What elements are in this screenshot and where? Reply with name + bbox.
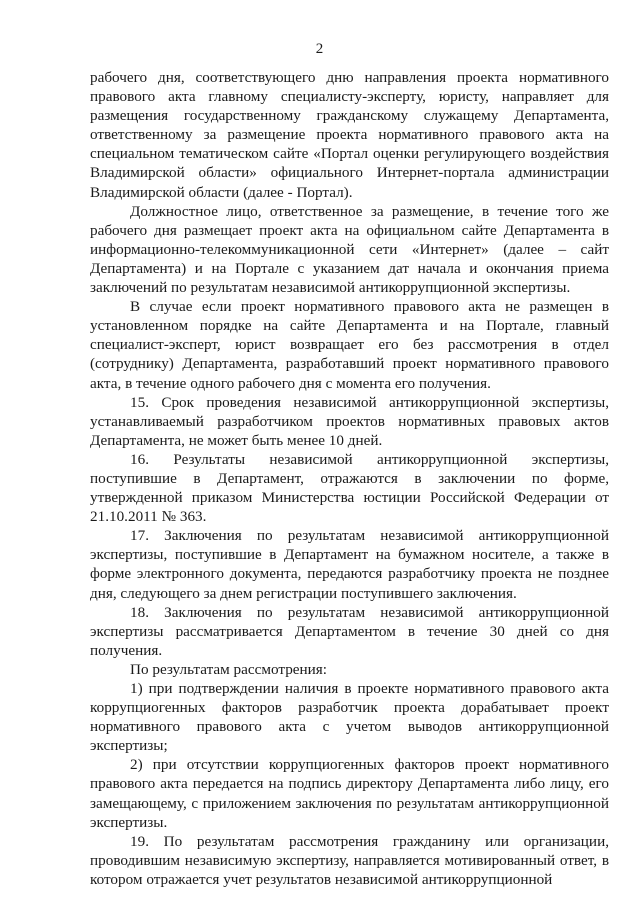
paragraph-item-16: 16. Результаты независимой антикоррупционной экспертизы, поступившие в Департамент, отражаются в заключении по форме, утвержденной приказом Министерства юстиции Российской Федерации от 21.10.2011 № 363.: [90, 450, 609, 526]
paragraph-review-results: По результатам рассмотрения:: [130, 660, 327, 678]
paragraph-subitem-2: 2) при отсутствии коррупциогенных факторов проект нормативного правового акта передается на подпись директору Департамента либо лицу, его замещающему, с приложением заключения по результатам антикоррупционной экспертизы.: [90, 756, 609, 831]
paragraph-responsible-person: Должностное лицо, ответственное за размещение, в течение того же рабочего дня размещает проект акта на официальном сайте Департамента в информационно-телекоммуникационной сети «Интернет» (далее – сайт Департамента) и на Портале с указанием дат начала и окончания приема заключений по результатам независимой антикоррупционной экспертизы.: [90, 202, 609, 297]
paragraph-subitem-1: 1) при подтверждении наличия в проекте нормативного правового акта коррупциогенных факторов разработчик проекта дорабатывает проект нормативного правового акта с учетом выводов антикоррупционной экспертизы;: [90, 680, 609, 755]
page-number: 2: [315, 41, 324, 57]
paragraph-item-18: 18. Заключения по результатам независимой антикоррупционной экспертизы рассматривается Департаментом в течение 30 дней со дня получения.: [90, 603, 609, 659]
paragraph-item-19: 19. По результатам рассмотрения гражданину или организации, проводившим независимую экспертизу, направляется мотивированный ответ, в котором отражается учет результатов независимой антикоррупционной: [90, 832, 609, 888]
paragraph-not-posted: В случае если проект нормативного правового акта не размещен в установленном порядке на сайте Департамента и на Портале, главный специалист-эксперт, юрист возвращает его без рассмотрения в отдел (сотруднику) Департамента, разработавший проект нормативного правового акта, в течение одного рабочего дня с момента его получения.: [90, 298, 609, 392]
paragraph-item-17: 17. Заключения по результатам независимой антикоррупционной экспертизы, поступившие в Департамент на бумажном носителе, а также в форме электронного документа, передаются разработчику проекта не позднее дня, следующего за днем регистрации поступившего заключения.: [90, 527, 609, 602]
paragraph-item-15: 15. Срок проведения независимой антикоррупционной экспертизы, устанавливаемый разработчиком проектов нормативных правовых актов Департамента, не может быть менее 10 дней.: [90, 393, 609, 449]
paragraph-continuation: рабочего дня, соответствующего дню направления проекта нормативного правового акта главному специалисту-эксперту, юристу, направляет для размещения государственному гражданскому служащему Департамента, ответственному за размещение проекта нормативного правового акта на специальном тематическом сайте «Портал оценки регулирующего воздействия Владимирской области» официального Интернет-портала администрации Владимирской области (далее - Портал).: [90, 69, 609, 201]
document-body: [90, 68, 609, 889]
